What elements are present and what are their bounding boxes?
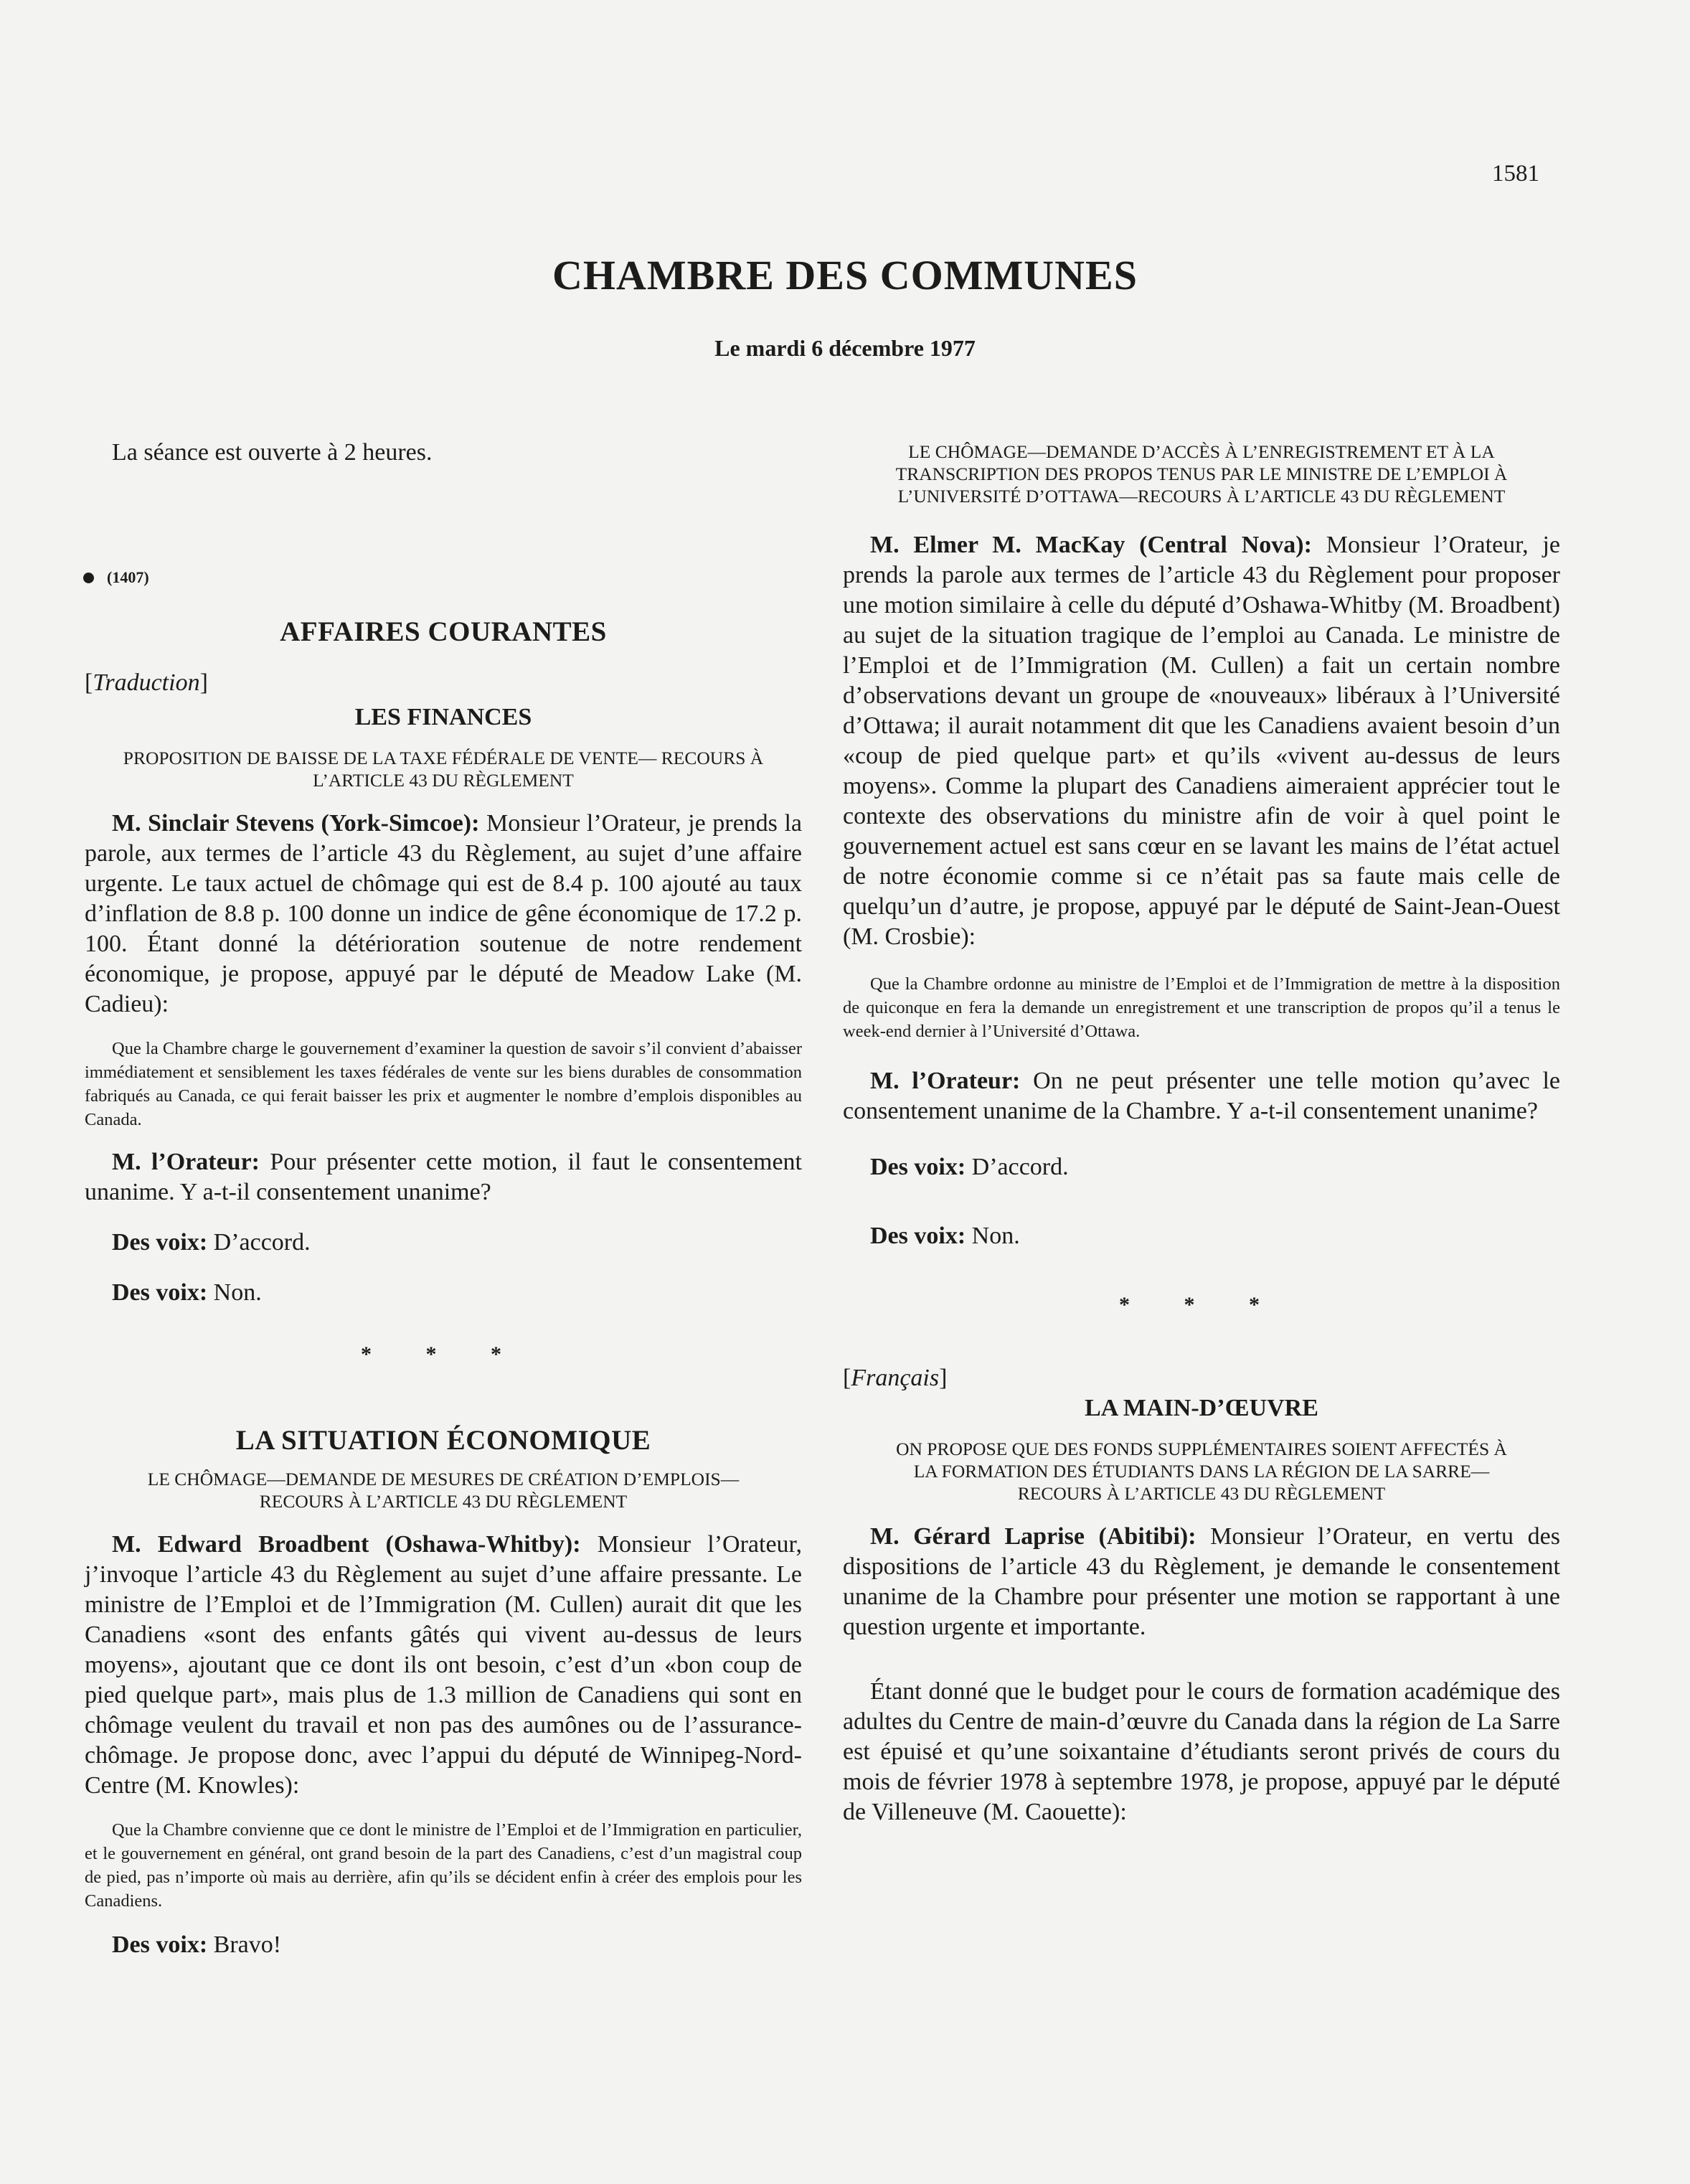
voices-text: D’accord. <box>966 1154 1069 1180</box>
section-separator: * * * <box>1119 1293 1284 1317</box>
finances-orateur-text: Pour présenter cette motion, il faut le consentement unanime. Y a-t-il consentement unanime? <box>85 1149 802 1205</box>
speaker-laprise: M. Gérard Laprise (Abitibi): <box>870 1523 1196 1550</box>
employment-speech-text: Monsieur l’Orateur, je prends la parole aux termes de l’article 43 du Règlement pour proposer une motion similaire à celle du député d’Oshawa-Whitby (M. Broadbent) au sujet de la situation tragique de l’emploi au Canada. Le ministre de l’Emploi et de l’Immigration (M. Cullen) a fait un certain nombre d’observations devant un groupe de «nouveaux» libéraux à l’Université d’Ottawa; il aurait notamment dit que les Canadiens avaient besoin d’un «coup de pied quelque part» et qu’ils «vivent au-dessus de leurs moyens». Comme la plupart des Canadiens aimeraient apprécier tout le contexte des observations du ministre afin de voir à quel point le gouvernement actuel est sans cœur en se lavant les mains de l’état actuel de notre économie comme si ce n’était pas sa faute mais celle de quelqu’un d’autre, je propose, appuyé par le député de Saint-Jean-Ouest (M. Crosbie): <box>843 532 1561 950</box>
labour-speech <box>843 1522 1560 1642</box>
time-marker-text: (1407) <box>107 568 149 586</box>
masthead <box>0 251 1690 362</box>
economy-motion: Que la Chambre convienne que ce dont le ministre de l’Emploi et de l’Immigration en particulier, et le gouvernement en général, ont grand besoin de la part des Canadiens, c’est d’un magistral coup de pied, pas n’importe où mais au derrière, afin qu’ils se décident enfin à créer des emplois pour les Canadiens. <box>85 1820 802 1911</box>
speaker-stevens: M. Sinclair Stevens (York-Simcoe): <box>112 810 480 837</box>
voices-text: D’accord. <box>207 1229 311 1256</box>
left-column <box>85 430 802 1960</box>
labour-speech-2: Étant donné que le budget pour le cours de formation académique des adultes du Centre de main-d’œuvre du Canada dans la région de La Sarre est épuisé et qu’une soixantaine d’étudiants seront privés de cours du mois de février 1978 à septembre 1978, je propose, appuyé par le député de Villeneuve (M. Caouette): <box>843 1678 1560 1825</box>
section-separator: * * * <box>361 1342 526 1366</box>
voices-label: Des voix: <box>112 1229 208 1256</box>
employment-orateur-text: On ne peut présenter une telle motion qu’avec le consentement unanime de la Chambre. Y a-t-il consentement unanime? <box>843 1068 1560 1124</box>
speaker-mackay: M. Elmer M. MacKay (Central Nova): <box>870 532 1312 558</box>
voices-label: Des voix: <box>870 1223 966 1249</box>
finances-speech-text: Monsieur l’Orateur, je prends la parole, aux termes de l’article 43 du Règlement, au sujet d’une affaire urgente. Le taux actuel de chômage qui est de 8.4 p. 100 ajouté au taux d’inflation de 8.8 p. 100 donne un indice de gêne économique de 17.2 p. 100. Étant donné la détérioration soutenue de notre rendement économique, je propose, appuyé par le député de Meadow Lake (M. Cadieu): <box>85 810 802 1017</box>
sitting-date: Le mardi 6 décembre 1977 <box>714 335 976 361</box>
time-marker <box>83 568 802 587</box>
economy-speech-text: Monsieur l’Orateur, j’invoque l’article 43 du Règlement au sujet d’une affaire pressante. Le ministre de l’Emploi et de l’Immigration (M. Cullen) aurait dit que les Canadiens «sont des enfants gâtés qui vivent au-dessus de leurs moyens», ajoutant que ce dont ils ont besoin, c’est d’un «bon coup de pied quelque part», mais plus de 1.3 million de Canadiens qui sont en chômage veulent du travail et non pas des aumônes ou de l’assurance-chômage. Je propose donc, avec l’appui du député de Winnipeg-Nord-Centre (M. Knowles): <box>85 1531 802 1799</box>
voices-label: Des voix: <box>870 1154 966 1180</box>
speaker-orateur: M. l’Orateur: <box>870 1068 1021 1094</box>
economy-title: LA SITUATION ÉCONOMIQUE <box>235 1425 651 1456</box>
opening-line: La séance est ouverte à 2 heures. <box>112 439 433 466</box>
language-tag: [Français] <box>843 1365 948 1391</box>
employment-voices-1 <box>843 1152 1560 1182</box>
main-title: CHAMBRE DES COMMUNES <box>552 252 1138 298</box>
economy-subheading: LE CHÔMAGE—DEMANDE DE MESURES DE CRÉATION D’EMPLOIS—RECOURS À L’ARTICLE 43 DU RÈGLEMENT <box>147 1469 740 1512</box>
finances-subheading: PROPOSITION DE BAISSE DE LA TAXE FÉDÉRALE DE VENTE— RECOURS À L’ARTICLE 43 DU RÈGLEMENT <box>123 748 764 791</box>
translation-tag: [Traduction] <box>85 669 208 696</box>
language-tag-text: Français <box>851 1365 940 1391</box>
right-column <box>843 430 1560 1827</box>
finances-voices-2 <box>85 1278 802 1308</box>
voices-text: Non. <box>966 1223 1020 1249</box>
voices-label: Des voix: <box>112 1931 208 1958</box>
economy-voices <box>85 1930 802 1960</box>
finances-title: LES FINANCES <box>354 704 532 730</box>
finances-orateur <box>85 1147 802 1208</box>
labour-title: LA MAIN-D’ŒUVRE <box>1085 1395 1318 1421</box>
employment-subheading: LE CHÔMAGE—DEMANDE D’ACCÈS À L’ENREGISTREMENT ET À LA TRANSCRIPTION DES PROPOS TENUS PAR LE MINISTRE DE L’EMPLOI À L’UNIVERSITÉ D’OTTAWA—RECOURS À L’ARTICLE 43 DU RÈGLEMENT <box>895 441 1508 507</box>
finances-motion: Que la Chambre charge le gouvernement d’examiner la question de savoir s’il convient d’abaisser immédiatement et sensiblement les taxes fédérales de vente sur les biens durables de consommation fabriqués au Canada, ce qui ferait baisser les prix et augmenter le nombre d’emplois disponibles au Canada. <box>85 1039 802 1129</box>
speaker-orateur: M. l’Orateur: <box>112 1149 260 1175</box>
voices-text: Bravo! <box>207 1931 282 1958</box>
employment-motion: Que la Chambre ordonne au ministre de l’Emploi et de l’Immigration de mettre à la disposition de quiconque en fera la demande un enregistrement et une transcription de propos qu’il a tenus le week-end dernier à l’Université d’Ottawa. <box>843 974 1560 1041</box>
translation-tag-text: Traduction <box>93 669 200 696</box>
labour-subheading: ON PROPOSE QUE DES FONDS SUPPLÉMENTAIRES SOIENT AFFECTÉS À LA FORMATION DES ÉTUDIANTS DANS LA RÉGION DE LA SARRE—RECOURS À L’ARTICLE 43 DU RÈGLEMENT <box>896 1439 1507 1504</box>
bullet-icon <box>83 573 94 583</box>
economy-speech <box>85 1530 802 1801</box>
employment-speech <box>843 530 1560 952</box>
voices-text: Non. <box>207 1279 262 1306</box>
finances-voices-1 <box>85 1228 802 1258</box>
speaker-broadbent: M. Edward Broadbent (Oshawa-Whitby): <box>112 1531 581 1558</box>
finances-speech <box>85 809 802 1020</box>
section-title: AFFAIRES COURANTES <box>280 616 607 647</box>
page-number: 1581 <box>1492 161 1539 187</box>
voices-label: Des voix: <box>112 1279 208 1306</box>
employment-orateur <box>843 1066 1560 1126</box>
labour-speech-text: Monsieur l’Orateur, en vertu des dispositions de l’article 43 du Règlement, je demande le consentement unanime de la Chambre pour présenter une motion se rapportant à une question urgente et importante. <box>843 1523 1560 1640</box>
employment-voices-2 <box>843 1221 1560 1251</box>
